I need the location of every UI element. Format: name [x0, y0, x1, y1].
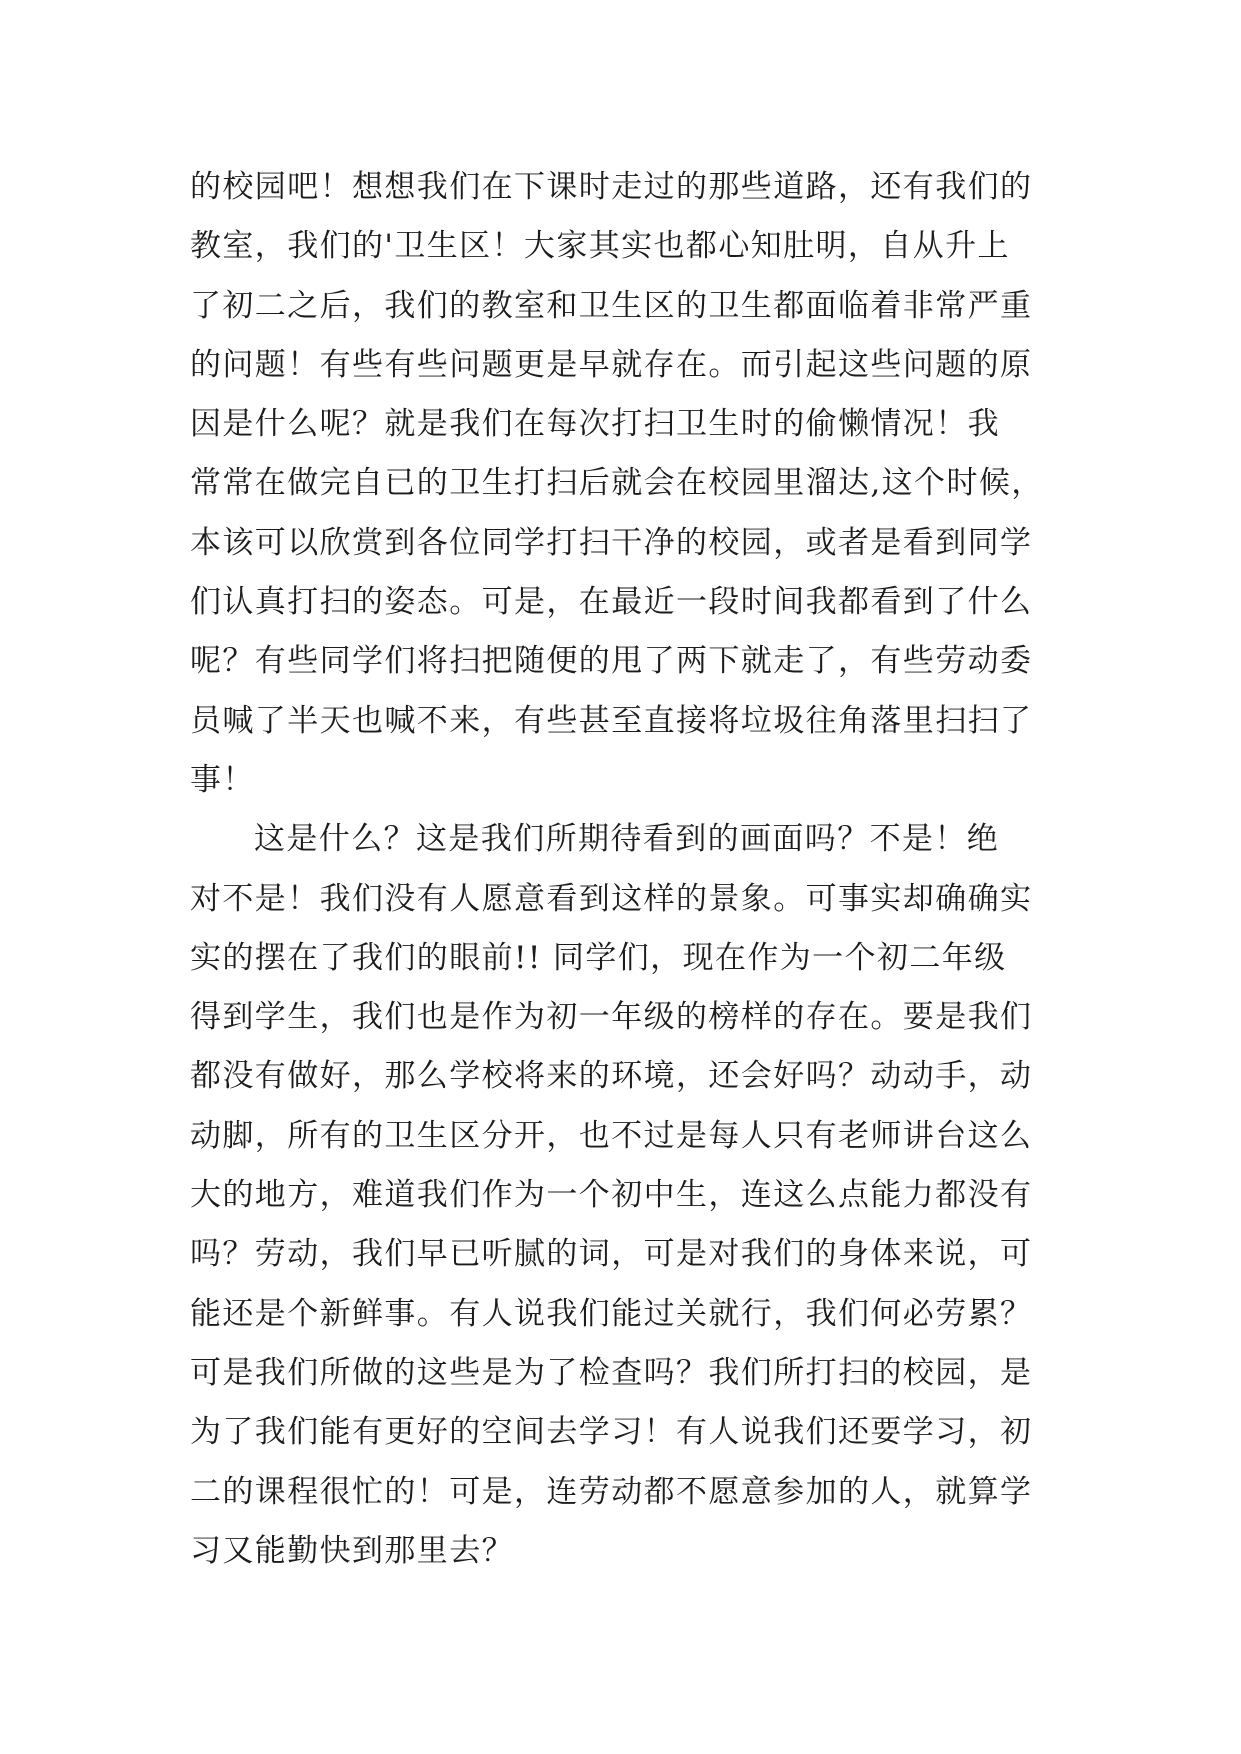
text-line: 们认真打扫的姿态。可是，在最近一段时间我都看到了什么 — [190, 584, 1033, 621]
text-line: 二的课程很忙的！可是，连劳动都不愿意参加的人，就算学 — [190, 1473, 1033, 1510]
text-line: 都没有做好，那么学校将来的环境，还会好吗？动动手，动 — [190, 1058, 1033, 1095]
text-line: 可是我们所做的这些是为了检查吗？我们所打扫的校园，是 — [190, 1354, 1033, 1391]
text-line: 吗？劳动，我们早已听腻的词，可是对我们的身体来说，可 — [190, 1236, 1033, 1273]
text-line: 呢？有些同学们将扫把随便的甩了两下就走了，有些劳动委 — [190, 643, 1033, 680]
text-line: 员喊了半天也喊不来，有些甚至直接将垃圾往角落里扫扫了 — [190, 702, 1033, 739]
text-line: 大的地方，难道我们作为一个初中生，连这么点能力都没有 — [190, 1177, 1033, 1214]
text-line: 的问题！有些有些问题更是早就存在。而引起这些问题的原 — [190, 346, 1033, 383]
text-line: 教室，我们的'卫生区！大家其实也都心知肚明，自从升上 — [190, 228, 1010, 265]
text-line: 动脚，所有的卫生区分开，也不过是每人只有老师讲台这么 — [190, 1117, 1033, 1154]
text-line: 能还是个新鲜事。有人说我们能过关就行，我们何必劳累？ — [190, 1295, 1033, 1332]
text-line: 实的摆在了我们的眼前!! 同学们，现在作为一个初二年级 — [190, 939, 1007, 976]
text-line: 为了我们能有更好的空间去学习！有人说我们还要学习，初 — [190, 1414, 1033, 1451]
text-line: 因是什么呢？就是我们在每次打扫卫生时的偷懒情况！我 — [190, 406, 1000, 443]
paragraph-1 — [190, 158, 1070, 810]
text-line: 得到学生，我们也是作为初一年级的榜样的存在。要是我们 — [190, 999, 1033, 1036]
text-line: 了初二之后，我们的教室和卫生区的卫生都面临着非常严重 — [190, 287, 1033, 324]
text-line: 习又能勤快到那里去？ — [190, 1532, 514, 1569]
text-line-indented: 这是什么？这是我们所期待看到的画面吗？不是！绝 — [254, 821, 1000, 858]
body-text — [190, 158, 1070, 1581]
text-line: 对不是！我们没有人愿意看到这样的景象。可事实却确确实 — [190, 880, 1033, 917]
text-line: 的校园吧！想想我们在下课时走过的那些道路，还有我们的 — [190, 169, 1033, 205]
text-line: 本该可以欣赏到各位同学打扫干净的校园，或者是看到同学 — [190, 524, 1033, 561]
text-line: 事！ — [190, 761, 255, 798]
paragraph-2 — [190, 810, 1070, 1581]
text-line: 常常在做完自已的卫生打扫后就会在校园里溜达,这个时候， — [190, 465, 1044, 502]
